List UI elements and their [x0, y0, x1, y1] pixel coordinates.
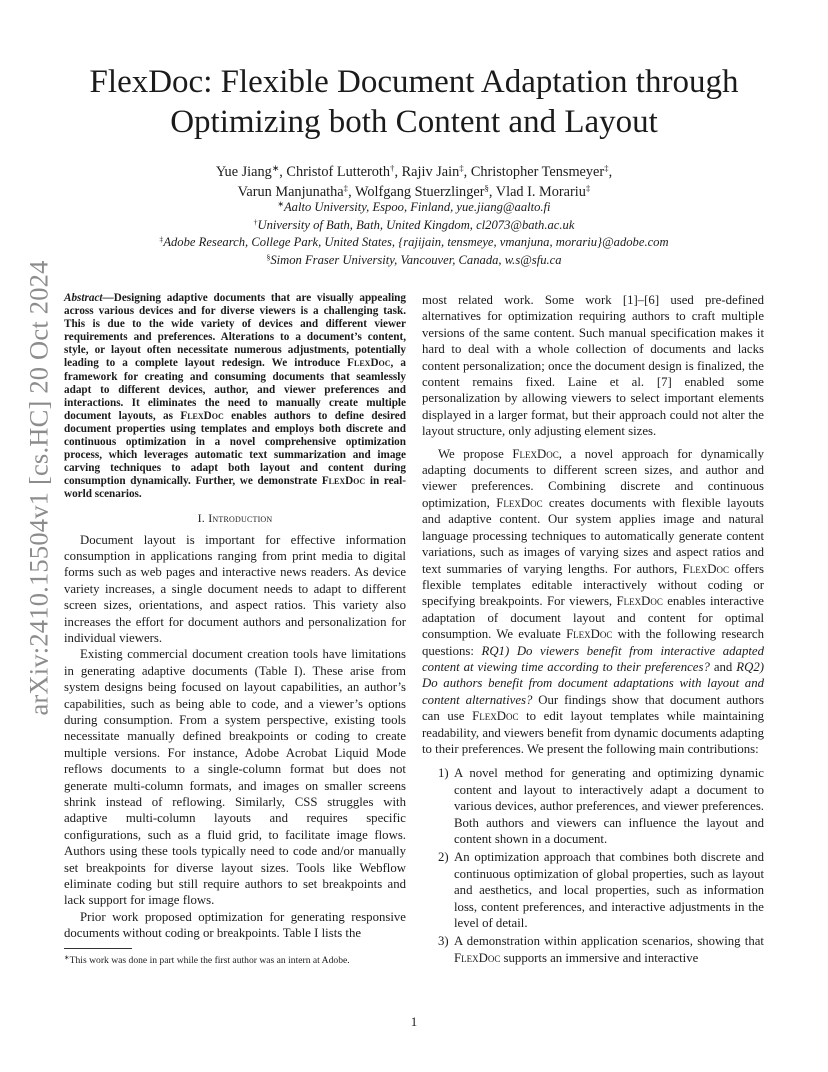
left-column [64, 292, 406, 942]
contribution-list [422, 765, 764, 966]
abstract-text: in real-world scenarios. [64, 475, 406, 501]
item-text: A novel method for generating and optimizing dynamic content and layout to interactively adapt a document to various devices, author preferences, and viewer preferences. Both authors and viewers can influence the layout and content shown in a document. [454, 766, 764, 846]
abstract-text: , a framework for creating and consuming documents that seamlessly adapt to different devices, author, and viewer preferences and interactions. It eliminates the need to manually create multiple document layouts, as [64, 357, 406, 422]
system-name: FlexDoc [496, 495, 543, 510]
affiliation-line [60, 234, 768, 252]
item-number: 1) [438, 766, 449, 781]
affiliation-mark: ∗ [271, 163, 280, 174]
affiliation-line [60, 199, 768, 217]
item-text: A demonstration within application scenarios, showing that [454, 934, 764, 949]
contribution-item [422, 849, 764, 931]
abstract-text: enables authors to define desired document properties using templates and employs both discrete and continuous optimization in a novel comprehensive optimization process, which leverages automatic text summarization and image carving techniques to adapt both layout and content during consumption dynamically. Further, we demonstrate [64, 409, 406, 488]
author-list [90, 162, 738, 202]
item-number: 2) [438, 850, 449, 865]
affiliation-text: Aalto University, Espoo, Finland, yue.jiang@aalto.fi [283, 200, 551, 214]
research-question-2: RQ2) Do authors benefit from document adaptations with layout and content alternatives? [422, 659, 764, 707]
footnote [64, 955, 414, 967]
affiliation-mark: ‡ [459, 163, 464, 174]
affiliation-mark: ‡ [343, 183, 349, 194]
affiliation-mark: ‡ [585, 183, 591, 194]
affiliation-mark: § [266, 252, 271, 262]
section-number: I. [197, 510, 206, 525]
author-name: Christof Lutteroth [286, 164, 391, 180]
body-paragraph: most related work. Some work [1]–[6] used pre-defined alternatives for optimization requiring authors to craft multiple versions of the same content. Such manual specification makes it hard to deal with a whole collection of documents and lacks content personalization; once the document design is finalized, the content remains fixed. Laine et al. [7] enabled some personalization by allowing viewers to select important elements displayed in a larger format, but their approach could not alter the layout structure, only adjusting element sizes. [422, 293, 764, 439]
system-name: FlexDoc [454, 950, 501, 965]
right-column [422, 292, 764, 968]
footnote-mark: ∗ [64, 954, 70, 962]
intro-paragraph: Existing commercial document creation tools have limitations in generating adaptive documents (Table I). These arise from system designs being focused on layout capabilities, an author’s capabilities, such as being able to code, and a viewer’s options during consumption. From a system perspective, existing tools necessitate manually defined breakpoints or coding to create multiple versions. For instance, Adobe Acrobat Liquid Mode reflows documents to a single-column format but does not generate multi-column formats, and images on smaller screens shrink instead of reflowing. Similarly, CSS struggles with adaptive multi-column layouts and requires specific configurations, such as a fluid grid, to facilitate image flows. Authors using these tools typically need to code and/or manually set breakpoints for diverse layout sizes. Tools like Webflow eliminate coding but still require authors to set breakpoints and lack support for image flows. [64, 647, 406, 908]
author-line-1: Yue Jiang∗, Christof Lutteroth†, Rajiv Jain‡, Christopher Tensmeyer‡, [215, 163, 613, 180]
paragraph-text: offers flexible templates editable interactively without coding or specifying breakpoints. For viewers, [422, 561, 764, 609]
abstract-text: Designing adaptive documents that are visually appealing across various devices and for diverse viewers is a challenging task. This is due to the wide variety of devices and different viewer requirements and preferences. Alterations to a document’s content, style, or layout often necessitate numerous adjustments, potentially leading to a complete layout redesign. We introduce [64, 292, 406, 370]
arxiv-stamp [14, 260, 64, 716]
abstract [64, 292, 406, 502]
affiliation-line [60, 252, 768, 270]
author-name: Varun Manjunatha [237, 184, 344, 200]
body-paragraph [422, 446, 764, 758]
affiliation-mark: ‡ [159, 234, 164, 244]
system-name: FlexDoc [566, 627, 613, 642]
page-number: 1 [410, 1014, 418, 1029]
abstract-dash: — [102, 292, 114, 304]
paragraph-text: enables interactive adaptation of document layout and content for optimal consumption. We evaluate [422, 594, 764, 642]
paragraph-text: Our findings show that document authors can use [422, 692, 764, 724]
intro-paragraph: Prior work proposed optimization for generating responsive documents without coding or breakpoints. Table I lists the [64, 909, 406, 941]
footnote-text: This work was done in part while the first author was an intern at Adobe. [69, 955, 350, 966]
arxiv-identifier: arXiv:2410.15504v1 [cs.HC] 20 Oct 2024 [23, 260, 54, 716]
affiliation-text: Simon Fraser University, Vancouver, Canada, w.s@sfu.ca [270, 252, 562, 267]
system-name: FlexDoc [616, 594, 663, 609]
paragraph-text: , a novel approach for dynamically adapting documents to different screen sizes, and author and viewer preferences. Combining discrete and continuous optimization, [422, 446, 764, 510]
author-name: Christopher Tensmeyer [470, 164, 605, 180]
affiliation-list [60, 199, 768, 269]
author-line-2: Varun Manjunatha‡, Wolfgang Stuerzlinger§, Vlad I. Morariu‡ [237, 183, 591, 200]
system-name: FlexDoc [321, 475, 366, 488]
paragraph-text: We propose [438, 446, 513, 461]
paper-title [60, 62, 768, 142]
affiliation-text: Adobe Research, College Park, United States, {rajijain, tensmeye, vmanjuna, morariu}@adobe.com [163, 235, 669, 249]
paragraph-text: with the following research questions: [422, 627, 764, 658]
system-name: FlexDoc [682, 561, 730, 576]
author-name: Yue Jiang [215, 164, 272, 180]
affiliation-mark: ∗ [277, 199, 284, 209]
author-name: Rajiv Jain [401, 164, 460, 180]
footnote-rule [64, 948, 132, 949]
contribution-item [422, 765, 764, 847]
paragraph-text: creates documents with flexible layouts and adaptive content. Our system applies image and natural language processing techniques to automatically generate content variations, such as images of varying sizes and aspect ratios and text summaries of varying lengths. For authors, [422, 495, 764, 576]
title-line-2: Optimizing both Content and Layout [170, 104, 658, 140]
affiliation-mark: § [484, 183, 489, 194]
paragraph-text: to edit layout templates while maintaining readability, and viewers benefit from dynamic documents adapting to their preferences. We present the following main contributions: [422, 709, 764, 756]
paragraph-text: and [709, 659, 737, 674]
intro-paragraph: Document layout is important for effective information consumption in applications ranging from print media to digital forms such as web pages and interactive news readers. As device variety increases, a single document needs to adapt to different screen sizes, orientations, and aspect ratios. This variety also increases the effort for document authors and personalization for individual viewers. [64, 532, 406, 645]
system-name: FlexDoc [512, 446, 559, 461]
item-text: An optimization approach that combines both discrete and continuous optimization of global properties, such as layout and aesthetics, and local properties, such as information loss, content preferences, and interactive adjustments in the level of detail. [454, 850, 764, 931]
title-line-1: FlexDoc: Flexible Document Adaptation through [89, 64, 739, 100]
affiliation-line [60, 217, 768, 235]
author-name: Wolfgang Stuerzlinger [354, 184, 485, 200]
contribution-item [422, 933, 764, 966]
affiliation-mark: † [390, 163, 395, 174]
abstract-label: Abstract [64, 292, 103, 304]
item-number: 3) [438, 934, 449, 949]
system-name: FlexDoc [347, 357, 391, 370]
system-name: FlexDoc [472, 709, 519, 724]
item-text: supports an immersive and interactive [500, 950, 699, 965]
system-name: FlexDoc [180, 409, 224, 422]
affiliation-mark: ‡ [604, 163, 609, 174]
section-title: Introduction [208, 510, 273, 525]
section-heading-introduction [64, 510, 406, 526]
research-question-1: RQ1) Do viewers benefit from interactive adapted content at viewing time according to their preferences? [422, 643, 764, 674]
affiliation-mark: † [253, 217, 258, 227]
affiliation-text: University of Bath, Bath, United Kingdom, cl2073@bath.ac.uk [257, 217, 575, 232]
author-name: Vlad I. Morariu [495, 184, 586, 200]
